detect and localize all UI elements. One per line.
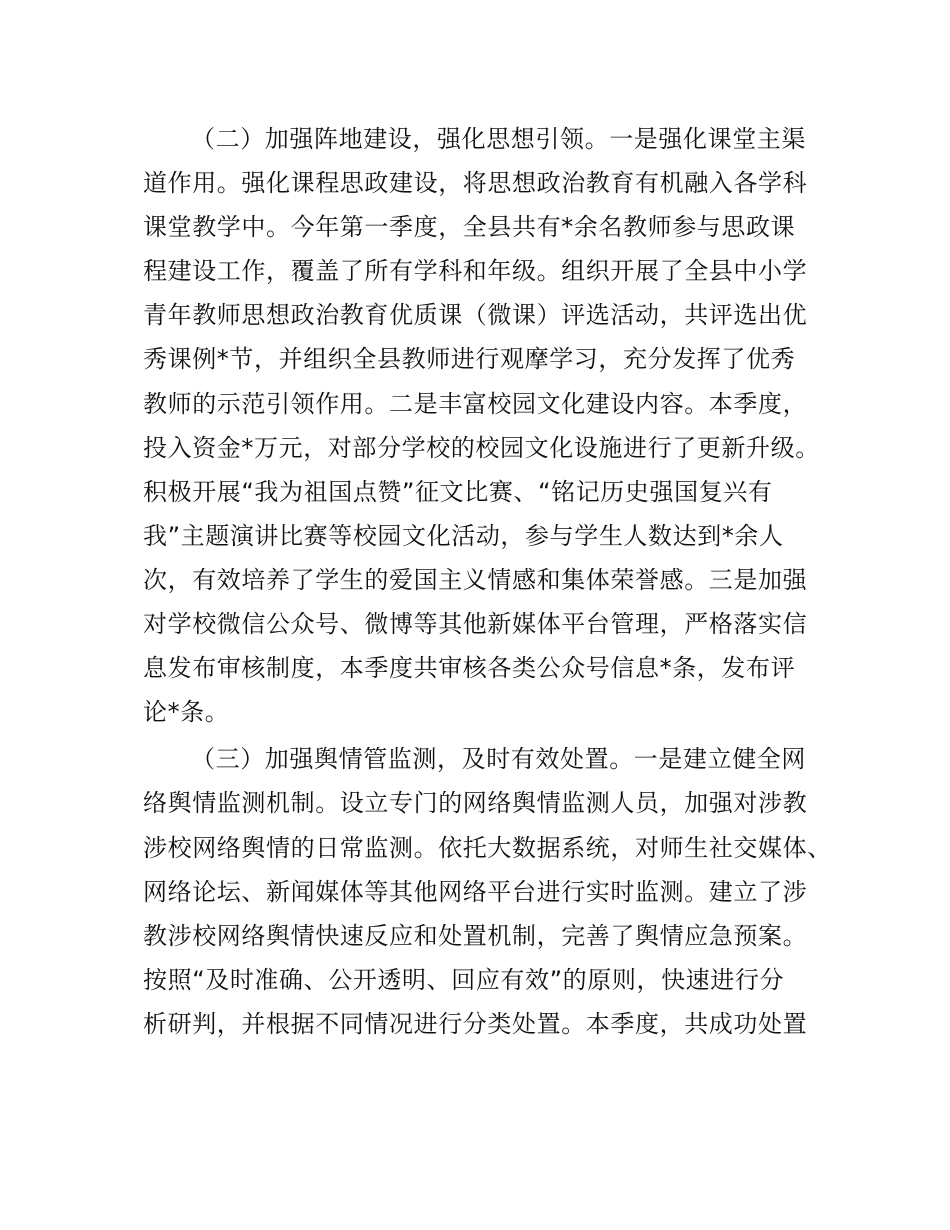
text-line: 对学校微信公众号、微博等其他新媒体平台管理，严格落实信 <box>143 610 808 639</box>
text-line: 络舆情监测机制。设立专门的网络舆情监测人员，加强对涉教 <box>143 789 808 818</box>
document-page <box>143 117 832 1046</box>
text-line: 息发布审核制度，本季度共审核各类公众号信息*条，发布评 <box>143 654 796 683</box>
text-line: 程建设工作，覆盖了所有学科和年级。组织开展了全县中小学 <box>143 257 808 286</box>
text-line: 积极开展“我为祖国点赞”征文比赛、“铭记历史强国复兴有 <box>143 477 773 506</box>
text-line: 析研判，并根据不同情况进行分类处置。本季度，共成功处置 <box>143 1009 808 1038</box>
text-line: 次，有效培养了学生的爱国主义情感和集体荣誉感。三是加强 <box>143 565 808 594</box>
text-line: （二）加强阵地建设，强化思想引领。一是强化课堂主渠 <box>191 125 806 153</box>
text-line: 青年教师思想政治教育优质课（微课）评选活动，共评选出优 <box>143 301 808 330</box>
text-line: 论*条。 <box>143 698 230 727</box>
text-line: 教师的示范引领作用。二是丰富校园文化建设内容。本季度， <box>143 389 808 418</box>
text-line: 我”主题演讲比赛等校园文化活动，参与学生人数达到*余人 <box>143 521 784 550</box>
text-line: 网络论坛、新闻媒体等其他网络平台进行实时监测。建立了涉 <box>143 877 808 906</box>
text-line: （三）加强舆情管监测，及时有效处置。一是建立健全网 <box>191 745 806 774</box>
paragraph-section-2 <box>143 117 820 734</box>
text-line: 涉校网络舆情的日常监测。依托大数据系统，对师生社交媒体、 <box>143 833 832 862</box>
text-line: 投入资金*万元，对部分学校的校园文化设施进行了更新升级。 <box>143 433 820 462</box>
paragraph-section-3 <box>143 737 832 1046</box>
text-line: 秀课例*节，并组织全县教师进行观摩学习，充分发挥了优秀 <box>143 345 796 374</box>
text-line: 道作用。强化课程思政建设，将思想政治教育有机融入各学科 <box>143 169 808 198</box>
text-line: 按照“及时准确、公开透明、回应有效”的原则，快速进行分 <box>143 965 785 994</box>
text-line: 课堂教学中。今年第一季度，全县共有*余名教师参与思政课 <box>143 213 796 242</box>
text-line: 教涉校网络舆情快速反应和处置机制，完善了舆情应急预案。 <box>143 921 808 950</box>
